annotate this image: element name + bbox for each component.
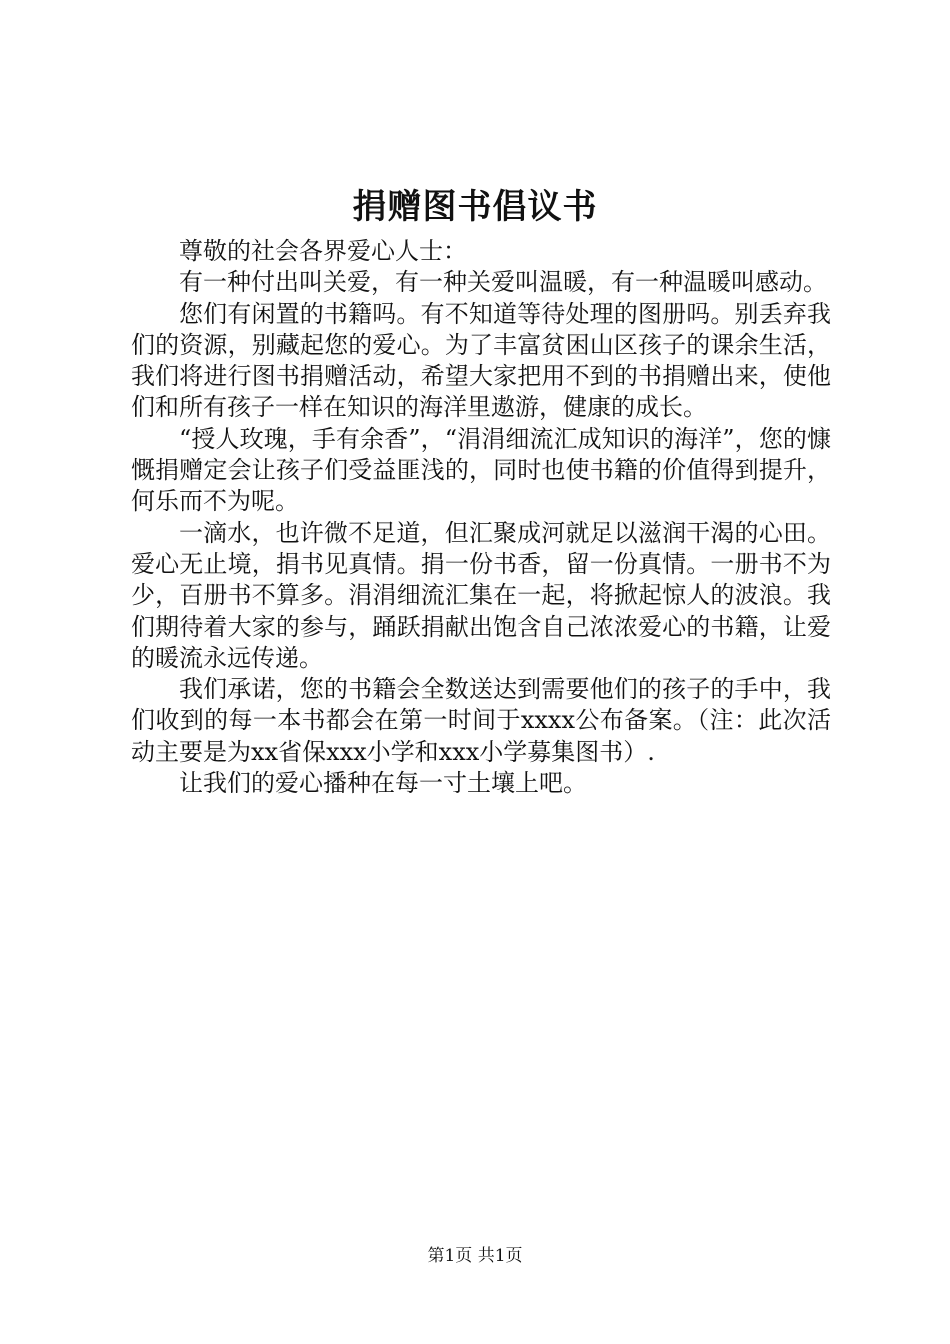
paragraph-4: 一滴水，也许微不足道，但汇聚成河就足以滋润干渴的心田。爱心无止境，捐书见真情。捐一份书香，留一份真情。一册书不为少，百册书不算多。涓涓细流汇集在一起，将掀起惊人的波浪。我们期待着大家的参与，踊跃捐献出饱含自己浓浓爱心的书籍，让爱的暖流永远传递。	[131, 518, 831, 672]
paragraph-5: 我们承诺，您的书籍会全数送达到需要他们的孩子的手中，我们收到的每一本书都会在第一时间于xxxx公布备案。（注：此次活动主要是为xx省保xxx小学和xxx小学募集图书）.	[131, 675, 831, 766]
paragraph-1: 有一种付出叫关爱，有一种关爱叫温暖，有一种温暖叫感动。	[179, 268, 827, 297]
document-title: 捐赠图书倡议书	[352, 187, 598, 227]
paragraph-6: 让我们的爱心播种在每一寸土壤上吧。	[179, 769, 587, 798]
page-footer: 第1页 共1页	[427, 1246, 523, 1266]
paragraph-3: “授人玫瑰，手有余香”，“涓涓细流汇成知识的海洋”，您的慷慨捐赠定会让孩子们受益匪浅的，同时也使书籍的价值得到提升，何乐而不为呢。	[131, 424, 831, 516]
salutation: 尊敬的社会各界爱心人士：	[179, 237, 467, 265]
paragraph-2: 您们有闲置的书籍吗。有不知道等待处理的图册吗。别丢弃我们的资源，别藏起您的爱心。为了丰富贫困山区孩子的课余生活，我们将进行图书捐赠活动，希望大家把用不到的书捐赠出来，使他们和所有孩子一样在知识的海洋里遨游，健康的成长。	[131, 299, 831, 422]
document-body	[131, 236, 831, 799]
